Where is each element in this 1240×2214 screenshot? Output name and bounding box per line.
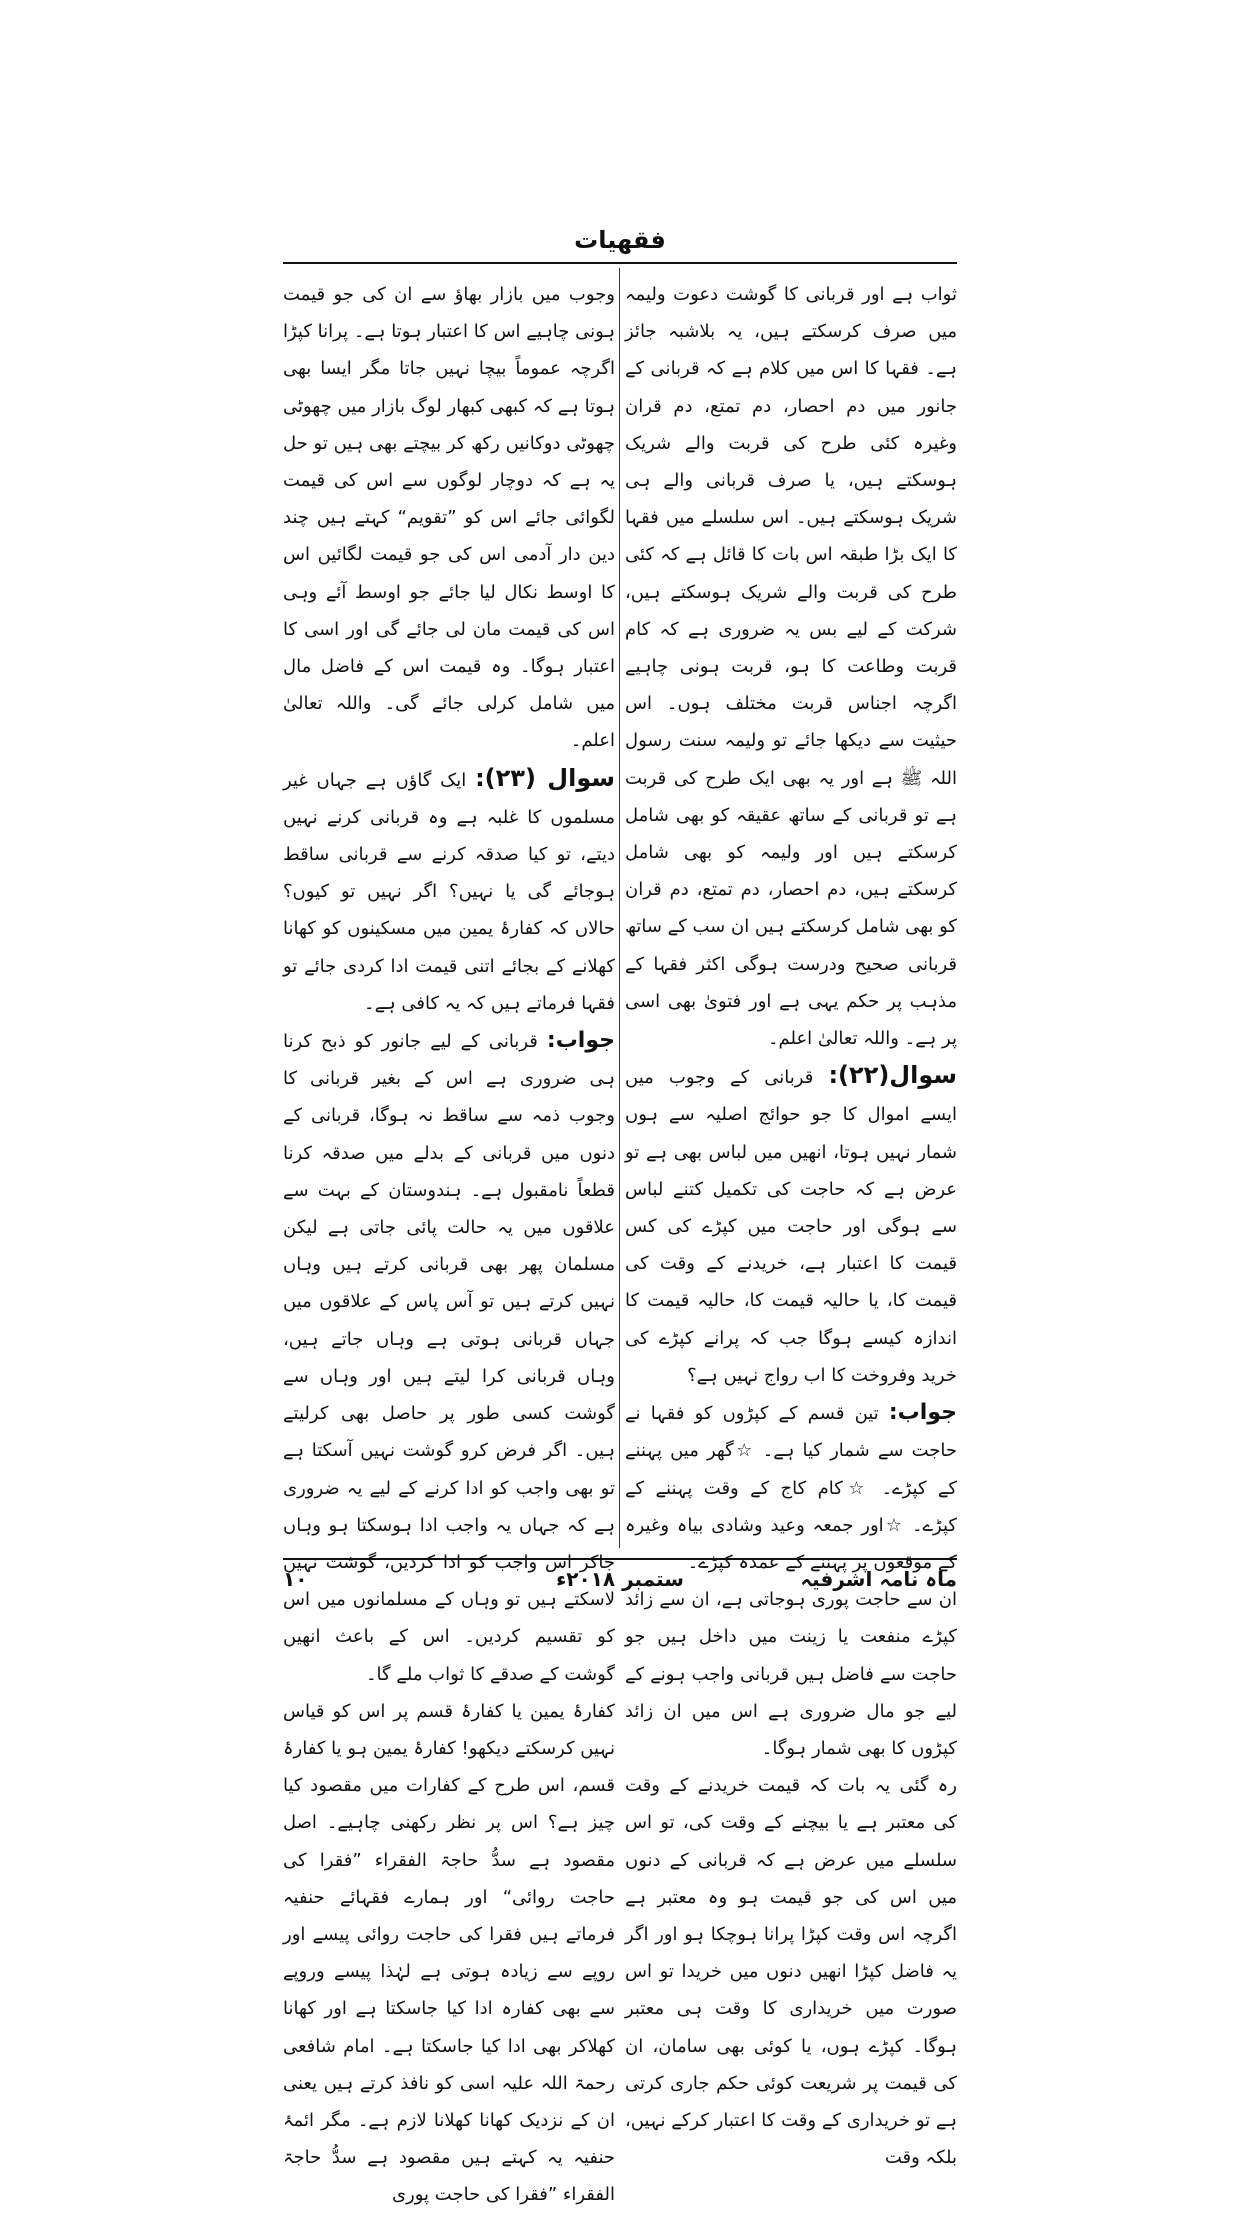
answer-label: جواب: <box>546 1028 615 1054</box>
paragraph: ثواب ہے اور قربانی کا گوشت دعوت ولیمہ میں صرف کرسکتے ہیں، یہ بلاشبہ جائز ہے۔ فقہا کا اس میں کلام ہے کہ قربانی کے جانور میں دم احصار، دم تمتع، دم قران وغیرہ کئی طرح کی قربت والے شریک ہوسکتے ہیں، یا صرف قربانی والے ہی شریک ہوسکتے ہیں۔ اس سلسلے میں فقہا کا ایک بڑا طبقہ اس بات کا قائل ہے کہ کئی طرح کی قربت والے شریک ہوسکتے ہیں، شرکت کے لیے بس یہ ضروری ہے کہ کام قربت وطاعت کا ہو، قربت ہونی چاہیے اگرچہ اجناس قربت مختلف ہوں۔ اس حیثیت سے دیکھا جائے تو ولیمہ سنت رسول اللہ ﷺ ہے اور یہ بھی ایک طرح کی قربت ہے تو قربانی کے ساتھ عقیقہ کو بھی شامل کرسکتے ہیں اور ولیمہ کو بھی شامل کرسکتے ہیں، دم احصار، دم تمتع، دم قران کو بھی شامل کرسکتے ہیں ان سب کے ساتھ قربانی صحیح ودرست ہوگی اکثر فقہا کے مذہب پر حکم یہی ہے اور فتویٰ بھی اسی پر ہے۔ واللہ تعالیٰ اعلم۔ <box>624 284 957 1050</box>
paragraph: ان سے حاجت پوری ہوجاتی ہے، ان سے زائد کپڑے منفعت یا زینت میں داخل ہیں جو حاجت سے فاضل ہیں قربانی واجب ہونے کے لیے جو مال ضروری ہے اس میں ان زائد کپڑوں کا بھی شمار ہوگا۔ <box>625 1589 957 1759</box>
page-title: فقهيات <box>574 226 666 254</box>
page-footer <box>283 1567 957 1601</box>
question-22 <box>625 1057 957 1394</box>
paragraph: وجوب میں بازار بھاؤ سے ان کی جو قیمت ہونی چاہیے اس کا اعتبار ہوتا ہے۔ پرانا کپڑا اگرچہ عموماً بیچا نہیں جاتا مگر ایسا بھی ہوتا ہے کہ کبھی کبھار لوگ بازار میں چھوٹی چھوٹی دوکانیں رکھ کر بیچتے بھی ہیں تو حل یہ ہے کہ دوچار لوگوں سے اس کی قیمت لگوائی جائے اس کو ”تقویم“ کہتے ہیں چند دین دار آدمی اس کی جو قیمت لگائیں اس کا اوسط نکال لیا جائے جو اوسط آئے وہی اس کی قیمت مان لی جائے گی اور اسی کا اعتبار ہوگا۔ وہ قیمت اس کے فاضل مال میں شامل کرلی جائے گی۔ واللہ تعالیٰ اعلم۔ <box>283 284 615 752</box>
question-text: قربانی کے وجوب میں ایسے اموال کا جو حوائج اصلیہ سے ہوں شمار نہیں ہوتا، انھیں میں لباس بھی ہے تو عرض ہے کہ حاجت کی تکمیل کتنے لباس سے ہوگی اور حاجت میں کپڑے کی کس قیمت کا اعتبار ہے، خریدنے کے وقت کی قیمت کا، یا حالیہ قیمت کا، حالیہ قیمت کا اندازہ کیسے ہوگا جب کہ پرانے کپڑے کی خرید وفروخت کا اب رواج نہیں ہے؟ <box>625 1067 957 1386</box>
question-text: ایک گاؤں ہے جہاں غیر مسلموں کا غلبہ ہے وہ قربانی کرنے نہیں دیتے، تو کیا صدقہ کرنے سے قربانی ساقط ہوجائے گی یا نہیں؟ اگر نہیں تو کیوں؟ حالاں کہ کفارۂ یمین میں مسکینوں کو کھانا کھلانے کے بجائے اتنی قیمت ادا کردی جائے تو فقہا فرماتے ہیں کہ یہ کافی ہے۔ <box>283 769 615 1014</box>
answer-text: تین قسم کے کپڑوں کو فقہا نے حاجت سے شمار کیا ہے۔ ☆گھر میں پہننے کے کپڑے۔ ☆کام کاج کے وقت پہننے کے کپڑے۔ ☆اور جمعہ وعید وشادی بیاہ وغیرہ کے موقعوں پر پہننے کے عمدہ کپڑے۔ <box>625 1403 957 1573</box>
question-label: سوال(۲۲): <box>828 1061 957 1090</box>
header-divider <box>283 262 957 264</box>
answer-text: قربانی کے لیے جانور کو ذبح کرنا ہی ضروری ہے اس کے بغیر قربانی کا وجوب ذمہ سے ساقط نہ ہوگا، قربانی کے دنوں میں قربانی کے بدلے میں صدقہ کرنا قطعاً نامقبول ہے۔ ہندوستان کے بہت سے علاقوں میں یہ حالت پائی جاتی ہے لیکن مسلمان پھر بھی قربانی کرتے ہیں وہاں نہیں کرتے ہیں تو آس پاس کے علاقوں میں جہاں قربانی ہوتی ہے وہاں جاتے ہیں، وہاں قربانی کرا لیتے ہیں اور وہاں سے گوشت کسی طور پر حاصل بھی کرلیتے ہیں۔ اگر فرض کرو گوشت نہیں آسکتا ہے تو بھی واجب کو ادا کرنے کے لیے یہ ضروری ہے کہ جہاں یہ واجب ادا ہوسکتا ہو وہاں جاکر اس واجب کو ادا کردیں، گوشت نہیں لاسکتے ہیں تو وہاں کے مسلمانوں میں اس کو تقسیم کردیں۔ اس کے باعث انھیں گوشت کے صدقے کا ثواب ملے گا۔ <box>283 1031 615 1685</box>
right-column <box>625 276 957 2176</box>
answer-label: جواب: <box>888 1400 957 1426</box>
page-number: ۱۰ <box>283 1567 308 1591</box>
question-23 <box>283 760 615 1022</box>
issue-date: ستمبر ۲۰۱۸ء <box>556 1567 684 1591</box>
paragraph: رہ گئی یہ بات کہ قیمت خریدنے کے وقت کی معتبر ہے یا بیچنے کے وقت کی، تو اس سلسلے میں عرض ہے کہ قربانی کے دنوں میں اس کی جو قیمت ہو وہ معتبر ہے اگرچہ اس وقت کپڑا پرانا ہوچکا ہو اور اگر یہ فاضل کپڑا انھیں دنوں میں خریدا تو اس صورت میں خریداری کا وقت ہی معتبر ہوگا۔ کپڑے ہوں، یا کوئی بھی سامان، ان کی قیمت پر شریعت کوئی حکم جاری کرتی ہے تو خریداری کے وقت کا اعتبار کرکے نہیں، بلکہ وقت <box>625 1775 957 2169</box>
question-label: سوال (۲۳): <box>475 763 615 792</box>
column-divider <box>619 268 620 1548</box>
footer-divider <box>283 1558 957 1560</box>
left-column <box>283 276 615 2214</box>
paragraph: کفارۂ یمین یا کفارۂ قسم پر اس کو قیاس نہیں کرسکتے دیکھو! کفارۂ یمین ہو یا کفارۂ قسم، اس طرح کے کفارات میں مقصود کیا چیز ہے؟ اس پر نظر رکھنی چاہیے۔ اصل مقصود ہے سدُّ حاجۃ الفقراء ”فقرا کی حاجت روائی“ اور ہمارے فقہائے حنفیہ فرماتے ہیں فقرا کی حاجت روائی پیسے اور روپے سے زیادہ ہوتی ہے لہٰذا پیسے وروپے سے بھی کفارہ ادا کیا جاسکتا ہے اور کھانا کھلاکر بھی ادا کیا جاسکتا ہے۔ امام شافعی رحمۃ اللہ علیہ اسی کو نافذ کرتے ہیں یعنی ان کے نزدیک کھانا کھلانا لازم ہے۔ مگر ائمۂ حنفیہ یہ کہتے ہیں مقصود ہے سدُّ حاجۃ الفقراء ”فقرا کی حاجت پوری <box>283 1700 615 2206</box>
magazine-name: ماہ نامہ اشرفیہ <box>800 1567 957 1591</box>
answer-22 <box>625 1394 957 1581</box>
